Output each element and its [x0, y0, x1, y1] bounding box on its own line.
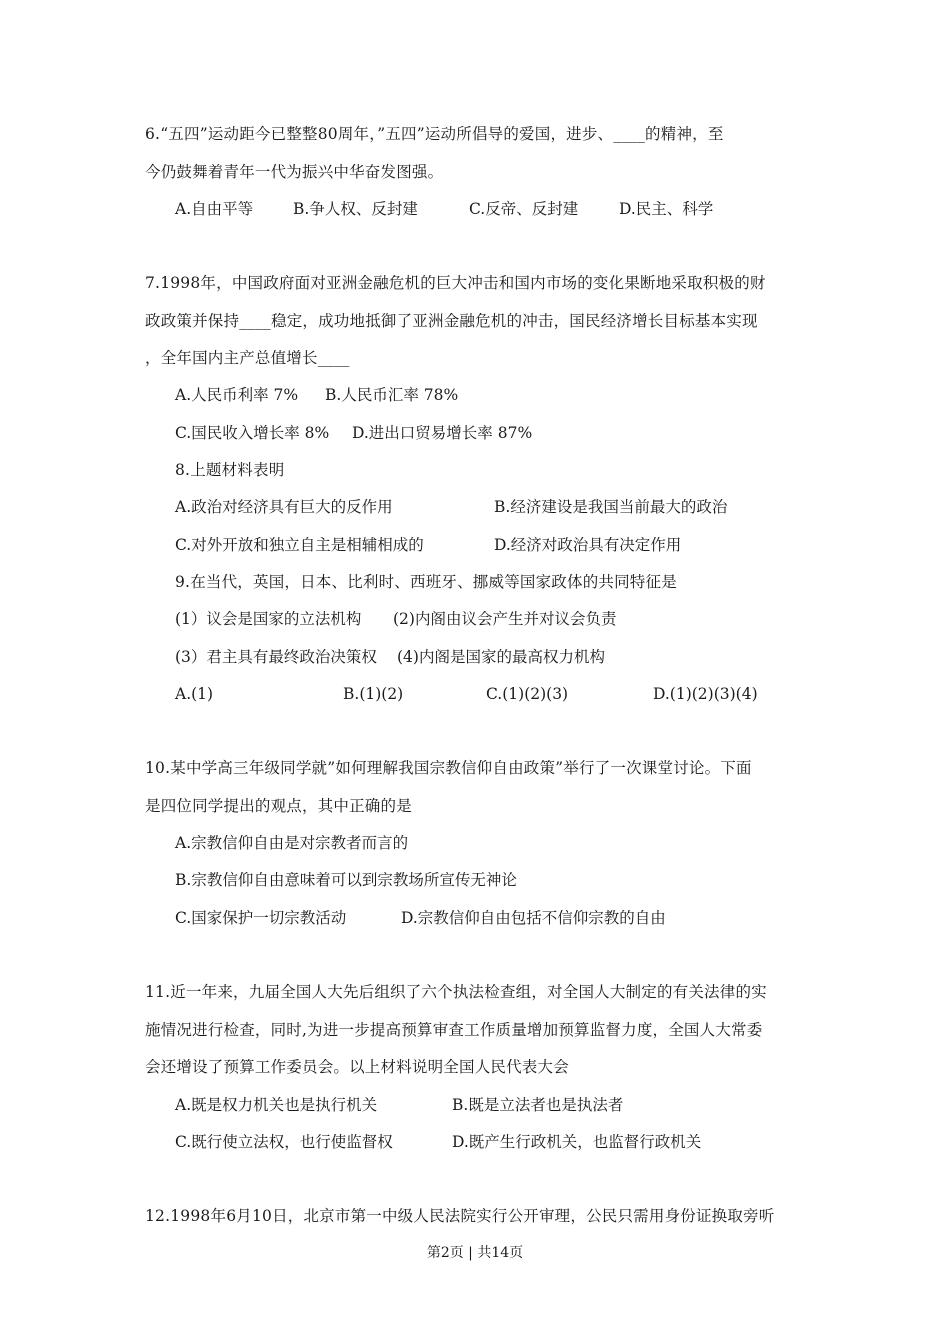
question-11-line-1: 11.近一年来，九届全国人大先后组织了六个执法检查组，对全国人大制定的有关法律的实	[145, 983, 767, 1001]
question-7-line-2: 政政策并保持____稳定，成功地抵御了亚洲金融危机的冲击，国民经济增长目标基本实现	[145, 312, 758, 330]
question-9-item-3: (3）君主具有最终政治决策权	[175, 648, 377, 666]
question-7-option-d: D.进出口贸易增长率 87%	[352, 424, 533, 442]
question-8-option-c: C.对外开放和独立自主是相辅相成的	[175, 536, 424, 554]
question-9-option-d: D.(1)(2)(3)(4)	[653, 685, 758, 703]
question-10-option-b: B.宗教信仰自由意味着可以到宗教场所宣传无神论	[175, 871, 517, 889]
question-9-option-a: A.(1)	[175, 685, 214, 703]
question-6-option-d: D.民主、科学	[619, 200, 714, 218]
question-9-option-b: B.(1)(2)	[343, 685, 404, 703]
question-7-option-a: A.人民币利率 7%	[175, 386, 299, 404]
question-11-option-a: A.既是权力机关也是执行机关	[175, 1096, 378, 1114]
question-6-option-c: C.反帝、反封建	[469, 200, 579, 218]
question-8-stem: 8.上题材料表明	[175, 461, 285, 479]
question-8-option-a: A.政治对经济具有巨大的反作用	[175, 498, 393, 516]
question-6-option-b: B.争人权、反封建	[293, 200, 418, 218]
question-12-line-1: 12.1998年6月10日，北京市第一中级人民法院实行公开审理，公民只需用身份证换取旁听	[145, 1207, 775, 1225]
question-7-option-c: C.国民收入增长率 8%	[175, 424, 330, 442]
question-9-option-c: C.(1)(2)(3)	[486, 685, 569, 703]
question-11-line-2: 施情况进行检查，同时,为进一步提高预算审查工作质量增加预算监督力度，全国人大常委	[145, 1021, 763, 1039]
question-8-option-d: D.经济对政治具有决定作用	[494, 536, 682, 554]
question-9-item-1: (1）议会是国家的立法机构	[175, 610, 362, 628]
question-11-line-3: 会还增设了预算工作委员会。以上材料说明全国人民代表大会	[145, 1058, 569, 1076]
question-6-option-a: A.自由平等	[175, 200, 254, 218]
question-11-option-b: B.既是立法者也是执法者	[452, 1096, 624, 1114]
question-10-option-a: A.宗教信仰自由是对宗教者而言的	[175, 834, 409, 852]
question-9-item-4: (4)内阁是国家的最高权力机构	[397, 648, 605, 666]
question-6-line-2: 今仍鼓舞着青年一代为振兴中华奋发图强。	[145, 163, 444, 181]
question-11-option-c: C.既行使立法权，也行使监督权	[175, 1133, 393, 1151]
question-10-line-1: 10.某中学高三年级同学就”如何理解我国宗教信仰自由政策”举行了一次课堂讨论。下面	[145, 759, 752, 777]
question-9-item-2: (2)内阁由议会产生并对议会负责	[393, 610, 617, 628]
question-10-option-d: D.宗教信仰自由包括不信仰宗教的自由	[401, 909, 666, 927]
question-7-line-3: ，全年国内主产总值增长____	[145, 349, 350, 367]
question-10-line-2: 是四位同学提出的观点，其中正确的是	[145, 797, 412, 815]
question-10-option-c: C.国家保护一切宗教活动	[175, 909, 347, 927]
question-8-option-b: B.经济建设是我国当前最大的政治	[494, 498, 728, 516]
page-number-footer: 第2页 | 共14页	[426, 1245, 524, 1261]
question-7-option-b: B.人民币汇率 78%	[325, 386, 459, 404]
question-7-line-1: 7.1998年，中国政府面对亚洲金融危机的巨大冲击和国内市场的变化果断地采取积极的财	[145, 274, 766, 292]
question-9-stem: 9.在当代，英国，日本、比利时、西班牙、挪威等国家政体的共同特征是	[175, 573, 677, 591]
question-6-line-1: 6.“五四”运动距今已整整80周年，”五四”运动所倡导的爱国，进步、____的精神，至	[145, 125, 724, 143]
question-11-option-d: D.既产生行政机关，也监督行政机关	[452, 1133, 702, 1151]
